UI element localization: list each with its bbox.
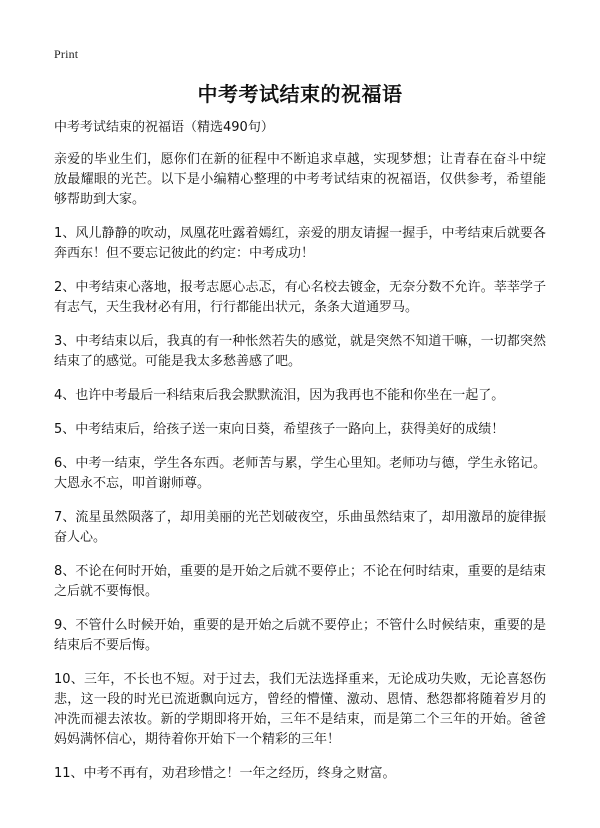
blessing-item-4: 4、也许中考最后一科结束后我会默默流泪，因为我再也不能和你坐在一起了。 bbox=[54, 388, 505, 403]
intro-paragraph: 亲爱的毕业生们，愿你们在新的征程中不断追求卓越，实现梦想；让青春在奋斗中绽放最耀眼的光芒。以下是小编精心整理的中考考试结束的祝福语，仅供参考，希望能够帮助到大家。 bbox=[54, 152, 546, 207]
print-link[interactable]: Print bbox=[54, 47, 79, 61]
document-body bbox=[54, 118, 546, 798]
blessing-item-1: 1、风儿静静的吹动，凤凰花吐露着嫣红，亲爱的朋友请握一握手，中考结束后就要各奔西东！但不要忘记彼此的约定：中考成功！ bbox=[54, 226, 546, 261]
blessing-item-10: 10、三年，不长也不短。对于过去，我们无法选择重来，无论成功失败，无论喜怒伤悲，这一段的时光已流逝飘向远方，曾经的懵懂、激动、恩情、愁怨都将随着岁月的冲洗而褪去浓妆。新的学期即将开始，三年不是结束，而是第二个三年的开始。爸爸妈妈满怀信心，期待着你开始下一个精彩的三年！ bbox=[54, 672, 546, 747]
document-subtitle: 中考考试结束的祝福语（精选490句） bbox=[54, 120, 274, 135]
blessing-item-8: 8、不论在何时开始，重要的是开始之后就不要停止；不论在何时结束，重要的是结束之后就不要悔恨。 bbox=[54, 564, 546, 599]
blessing-item-5: 5、中考结束后，给孩子送一束向日葵，希望孩子一路向上，获得美好的成绩！ bbox=[54, 422, 505, 437]
blessing-item-9: 9、不管什么时候开始，重要的是开始之后就不要停止；不管什么时候结束，重要的是结束后不要后悔。 bbox=[54, 618, 546, 653]
blessing-item-3: 3、中考结束以后，我真的有一种怅然若失的感觉，就是突然不知道干嘛，一切都突然结束了的感觉。可能是我太多愁善感了吧。 bbox=[54, 334, 546, 369]
blessing-item-11: 11、中考不再有，劝君珍惜之！一年之经历，终身之财富。 bbox=[54, 766, 396, 781]
blessing-item-7: 7、流星虽然陨落了，却用美丽的光芒划破夜空，乐曲虽然结束了，却用激昂的旋律振奋人心。 bbox=[54, 510, 546, 545]
document-title: 中考考试结束的祝福语 bbox=[197, 82, 403, 106]
blessing-item-6: 6、中考一结束，学生各东西。老师苦与累，学生心里知。老师功与德，学生永铭记。大恩永不忘，叩首谢师尊。 bbox=[54, 456, 546, 491]
blessing-item-2: 2、中考结束心落地，报考志愿心忐忑，有心名校去镀金，无奈分数不允许。莘莘学子有志气，天生我材必有用，行行都能出状元，条条大道通罗马。 bbox=[54, 280, 546, 315]
